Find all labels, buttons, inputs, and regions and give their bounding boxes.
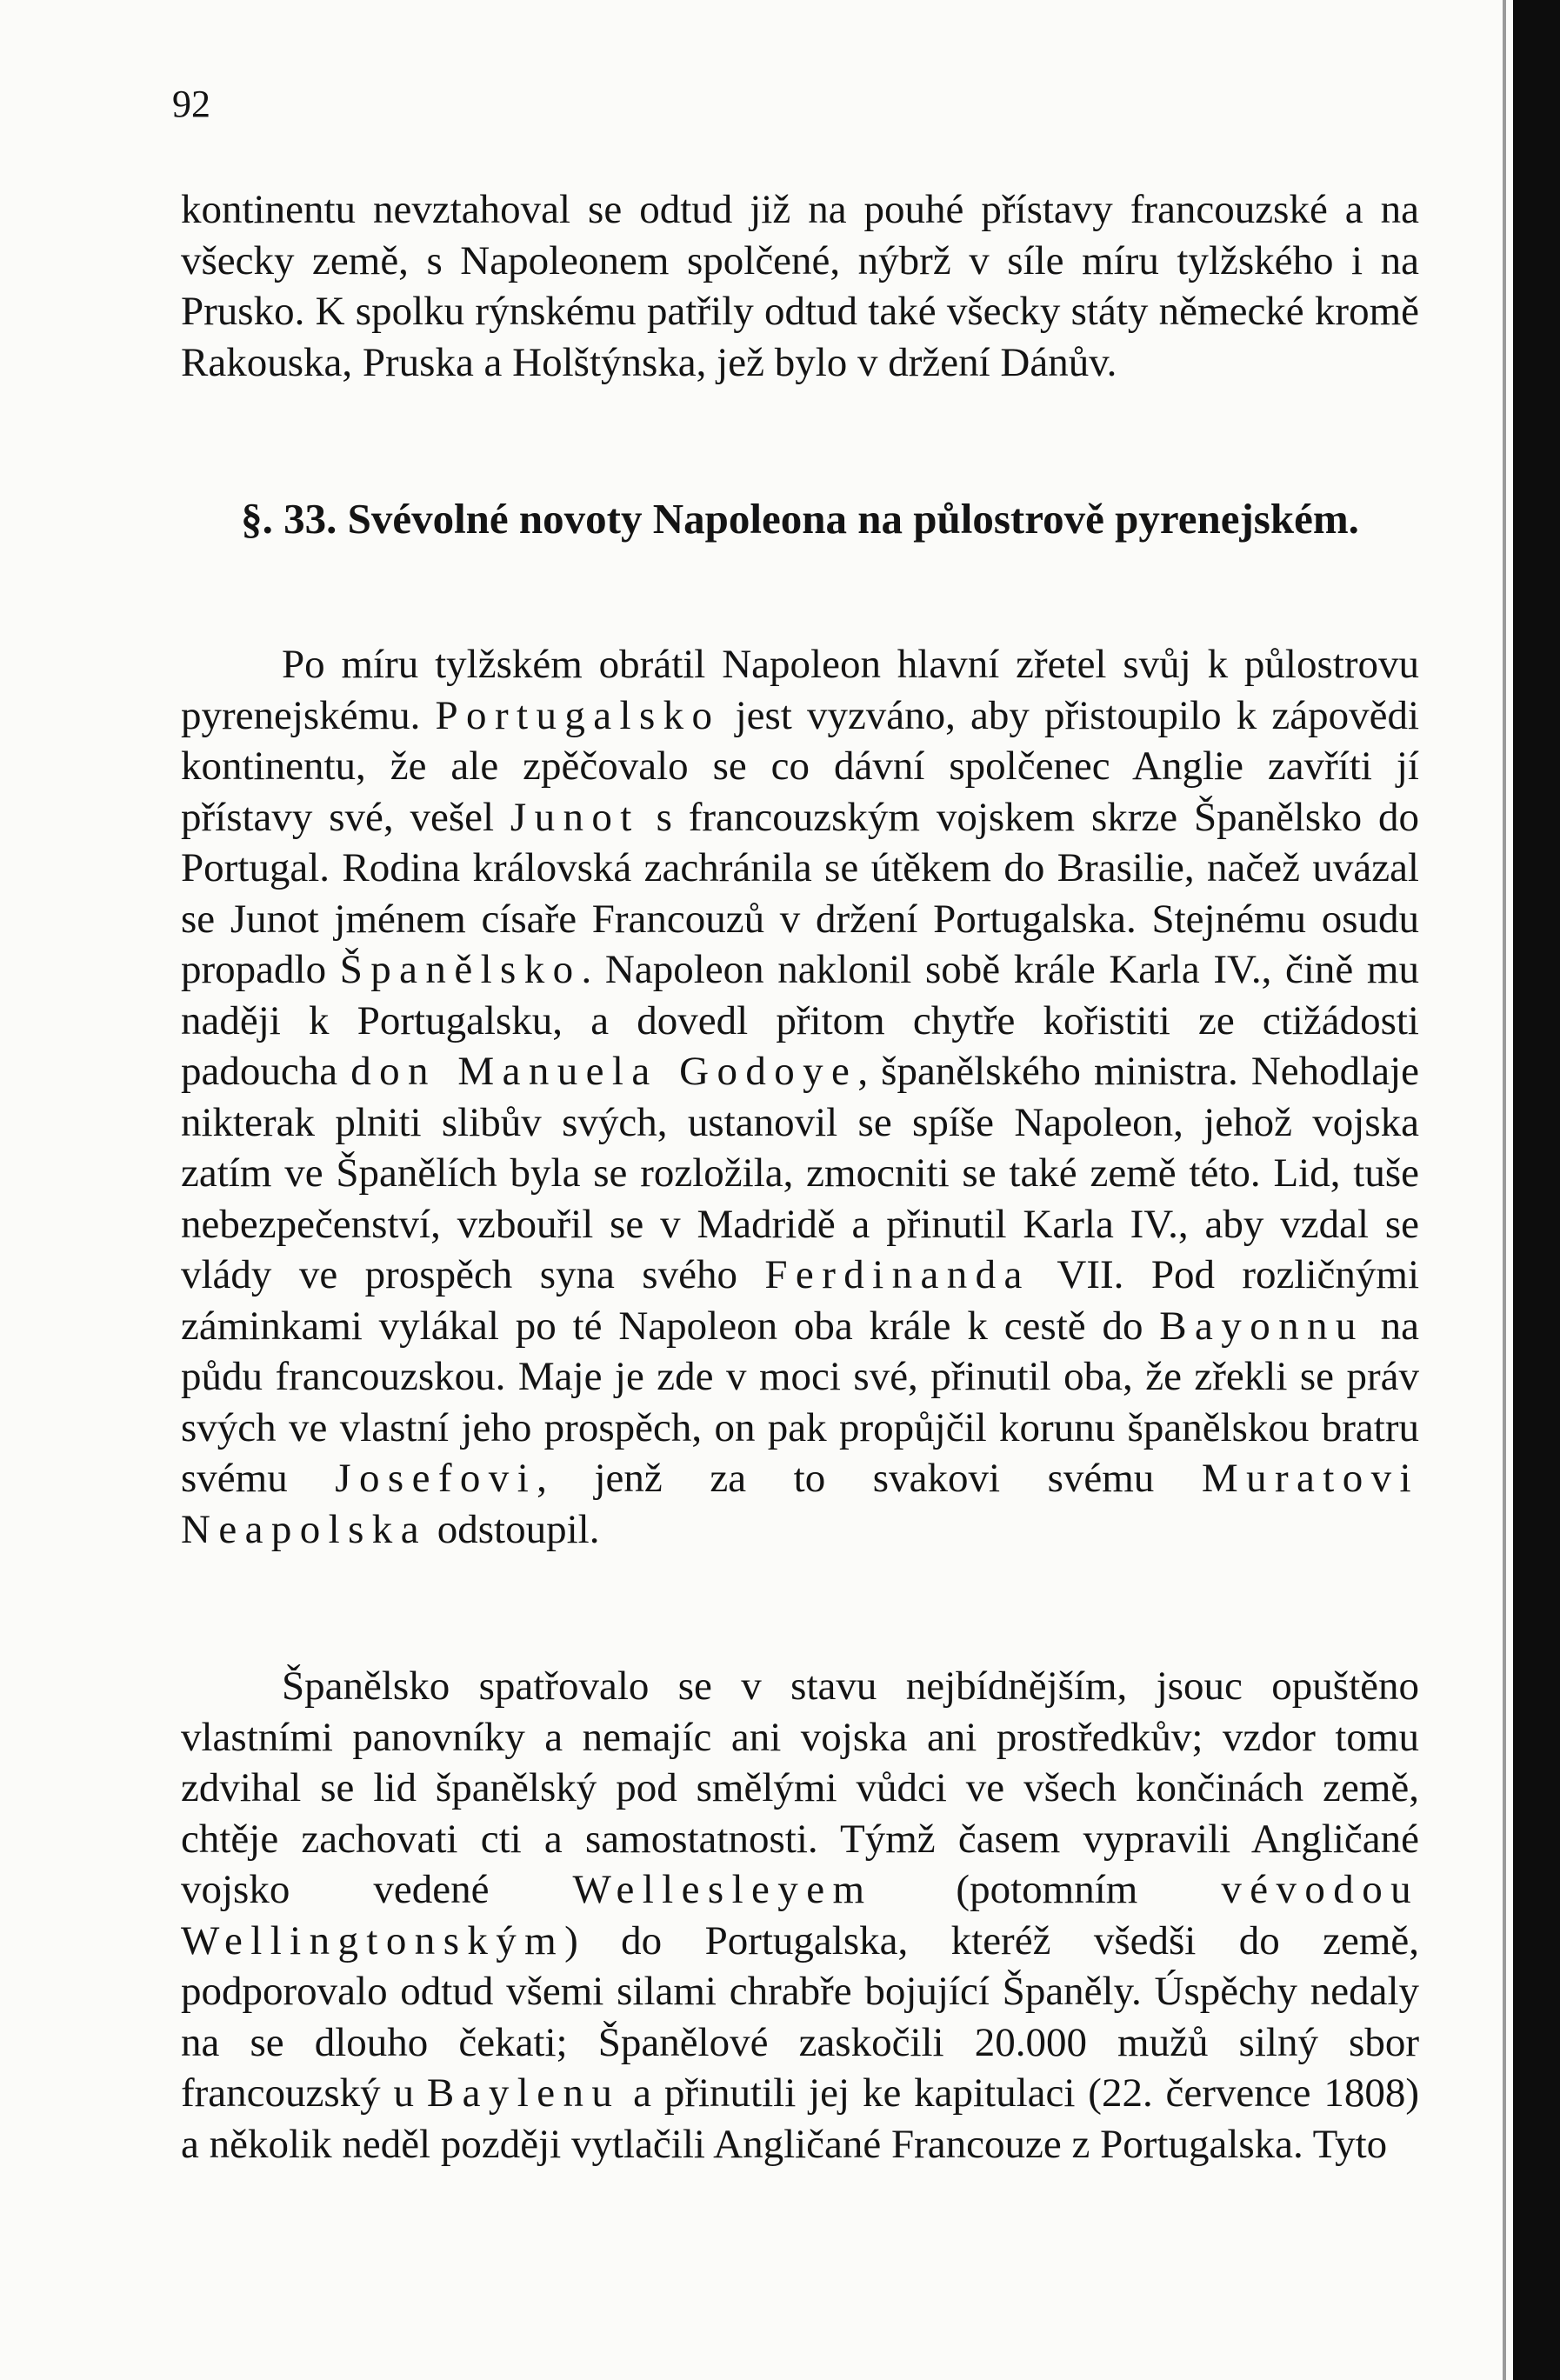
spaced-term: Josefovi — [335, 1456, 537, 1501]
text-run: VII. Pod rozličnými záminkami vylákal po té Napoleon oba krále k cestě do — [181, 1252, 1420, 1349]
spaced-term: Portugalsko — [435, 692, 721, 738]
text-run: ) do Portugalska, kteréž všedši do země, podporovalo odtud všemi silami chrabře bojující Španěly. Úspěchy nedaly na se dlouho čekati; Španělové zaskočili 20.000 mužů silný sbor francouzský u — [181, 1917, 1419, 2116]
text-run: odstoupil. — [426, 1506, 600, 1552]
section-title: Svévolné novoty Napoleona na půlostrově pyrenejském. — [347, 495, 1359, 543]
text-run: Španělsko spatřovalo se v stavu nejbídnějším, jsouc opuštěno vlastními panovníky a nemajíc ani vojska ani prostředkův; vzdor tomu zdvihal se lid španělský pod smělými vůdci ve všech končinách země, chtěje zachovati cti a samostatnosti. Týmž časem vypravili Angličané vojsko vedené — [181, 1663, 1419, 1912]
text-run: , jenž za to svakovi svému — [537, 1456, 1202, 1501]
section-heading — [181, 494, 1419, 544]
text-run: s francouzským vojskem skrze Španělsko do Portugal. Rodina královská zachránila se útěkem do Brasilie, načež uvázal se Junot jménem císaře Francouzů v držení Portugalska. Stejnému osudu propadlo — [181, 794, 1419, 992]
scan-border — [1513, 0, 1560, 2380]
paragraph-1: kontinentu nevztahoval se odtud již na pouhé přístavy francouzské a na všecky země, s Napoleonem spolčené, nýbrž v síle míru tylžského i na Prusko. K spolku rýnskému patřily odtud také všecky státy německé kromě Rakouska, Pruska a Holštýnska, jež bylo v držení Dánův. — [181, 187, 1419, 385]
page-number: 92 — [172, 83, 210, 125]
spaced-term: Muratovi Neapolska — [181, 1456, 1419, 1552]
spaced-term: Baylenu — [426, 2070, 621, 2116]
text-run: a přinutili jej ke kapitulaci (22. července 1808) a několik neděl později vytlačili Angličané Francouze z Portugalska. Tyto — [181, 2070, 1419, 2167]
paragraph-3 — [181, 1661, 1419, 2170]
spaced-term: vévodou Wellingtonským — [181, 1867, 1419, 1963]
page-edge-line — [1503, 0, 1506, 2380]
text-run: (potomním — [872, 1867, 1222, 1912]
spaced-term: Bayonnu — [1159, 1303, 1364, 1349]
text-run: jest vyzváno, aby přistoupilo k zápovědi kontinentu, že ale zpěčovalo se co dávní spolčenec Anglie zavříti jí přístavy své, vešel — [181, 692, 1419, 840]
spaced-term: Španělsko — [339, 947, 582, 992]
section-number: §. 33. — [241, 495, 337, 543]
text-run: . Napoleon naklonil sobě krále Karla IV., čině mu naději k Portugalsku, a dovedl přitom chytře kořistiti ze ctižádosti padoucha — [181, 947, 1419, 1094]
spaced-term: Wellesleyem — [572, 1867, 873, 1912]
spaced-term: don Manuela Godoye — [350, 1049, 858, 1094]
text-run: , španělského ministra. Nehodlaje nikterak plniti slibův svých, ustanovil se spíše Napoleon, jehož vojska zatím ve Španělích byla se rozložila, zmocniti se také země této. Lid, tuše nebezpečenství, vzbouřil se v Madridě a přinutil Karla IV., aby vzdal se vlády ve prospěch syna svého — [181, 1049, 1419, 1297]
text-run: Po míru tylžském obrátil Napoleon hlavní zřetel svůj k půlostrovu pyrenejskému. — [181, 642, 1419, 738]
spaced-term: Junot — [510, 794, 640, 840]
paragraph-2 — [181, 639, 1419, 1555]
spaced-term: Ferdinanda — [764, 1252, 1030, 1297]
text-run: na půdu francouzskou. Maje je zde v moci své, přinutil oba, že zřekli se práv svých ve vlastní jeho prospěch, on pak propůjčil korunu španělskou bratru svému — [181, 1303, 1419, 1501]
